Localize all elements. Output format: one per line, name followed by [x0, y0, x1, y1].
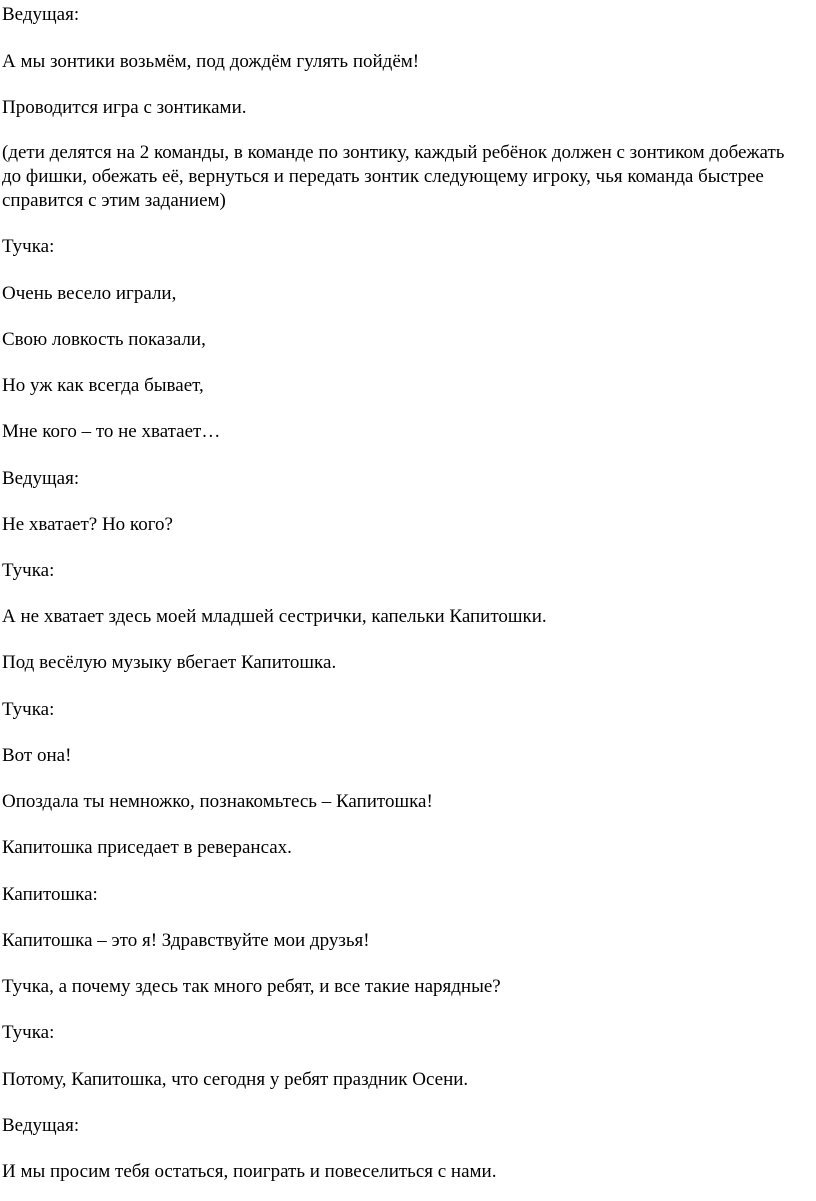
- dialogue-line: Опоздала ты немножко, познакомьтесь – Капитошка!: [2, 791, 433, 812]
- speaker-label: Тучка:: [2, 236, 55, 257]
- dialogue-line: Мне кого – то не хватает…: [2, 421, 221, 442]
- dialogue-line: Тучка, а почему здесь так много ребят, и все такие нарядные?: [2, 976, 501, 997]
- stage-direction: Под весёлую музыку вбегает Капитошка.: [2, 652, 337, 673]
- speaker-label: Тучка:: [2, 699, 55, 720]
- speaker-label: Тучка:: [2, 1022, 55, 1043]
- dialogue-line: А мы зонтики возьмём, под дождём гулять пойдём!: [2, 51, 420, 72]
- speaker-label: Ведущая:: [2, 468, 80, 489]
- dialogue-line: Но уж как всегда бывает,: [2, 375, 204, 396]
- speaker-label: Ведущая:: [2, 4, 80, 25]
- stage-direction: Проводится игра с зонтиками.: [2, 97, 247, 118]
- dialogue-line: Очень весело играли,: [2, 283, 177, 304]
- speaker-label: Ведущая:: [2, 1115, 80, 1136]
- dialogue-line: Вот она!: [2, 745, 72, 766]
- game-rules-paragraph: (дети делятся на 2 команды, в команде по зонтику, каждый ребёнок должен с зонтиком добежать до фишки, обежать её, вернуться и передать зонтик следующему игроку, чья команда быстрее справится с этим заданием): [2, 142, 785, 211]
- speaker-label: Капитошка:: [2, 884, 98, 905]
- stage-direction: Капитошка приседает в реверансах.: [2, 837, 292, 858]
- dialogue-line: Свою ловкость показали,: [2, 329, 206, 350]
- dialogue-line: Капитошка – это я! Здравствуйте мои друзья!: [2, 930, 370, 951]
- speaker-label: Тучка:: [2, 560, 55, 581]
- dialogue-line: Не хватает? Но кого?: [2, 514, 173, 535]
- dialogue-line: А не хватает здесь моей младшей сестрички, капельки Капитошки.: [2, 606, 547, 627]
- dialogue-line: И мы просим тебя остаться, поиграть и повеселиться с нами.: [2, 1161, 497, 1182]
- dialogue-line: Потому, Капитошка, что сегодня у ребят праздник Осени.: [2, 1069, 469, 1090]
